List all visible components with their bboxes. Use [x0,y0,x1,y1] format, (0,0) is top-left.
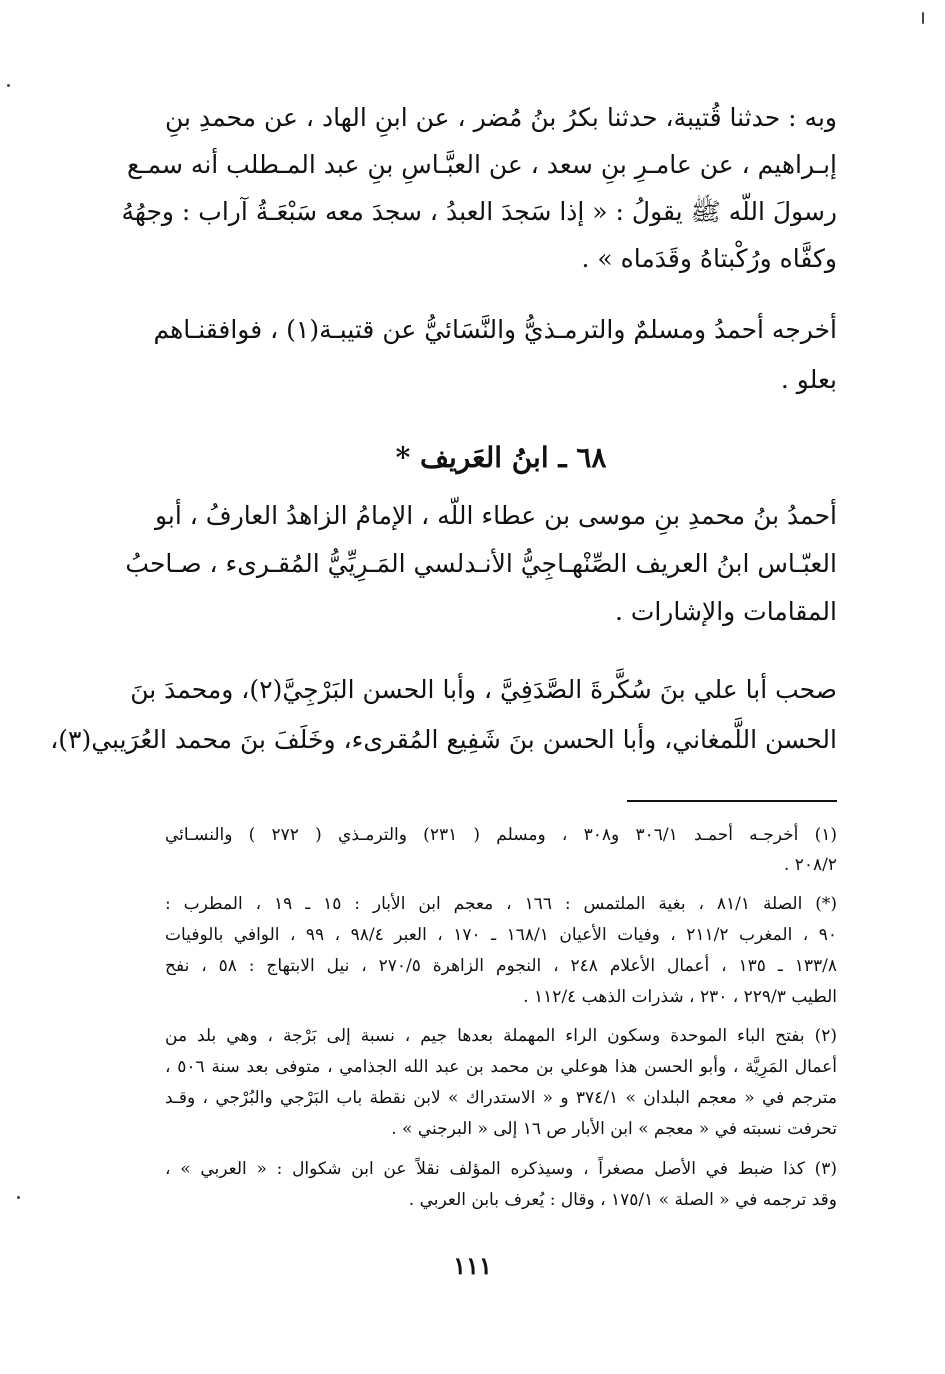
footnote-line: ٩٠ ، المغرب ٢١١/٢ ، وفيات الأعيان ١٦٨/١ ـ ١٧٠ ، العبر ٩٨/٤ ، ٩٩ ، الوافي بالوفيات [165,925,838,945]
footnote-line: (*) الصلة ٨١/١ ، بغية الملتمس : ١٦٦ ، معجم ابن الأبار : ١٥ ـ ١٩ ، المطرب : [165,894,838,914]
footnote-2 [165,1021,837,1145]
footnote-line: وقد ترجمه في « الصلة » ١٧٥/١ ، وقال : يُعرف بابن العربي . [408,1190,837,1210]
body-paragraph-hadith [121,98,837,288]
body-line: بعلو . [780,365,837,394]
page-number: ١١١ [453,1251,492,1280]
body-line: المقامات والإشارات . [614,597,837,626]
footnote-line: (١) أخرجـه أحمـد ٣٠٦/١ و٣٠٨ ، ومسلم ( ٢٣١) والترمـذي ( ٢٧٢ ) والنسـائي [165,825,837,845]
biography-heading: ٦٨ ـ ابنُ العَريف * [395,441,607,474]
scan-speck [17,1196,20,1199]
footnote-line: (٢) بفتح الباء الموحدة وسكون الراء المهملة بعدها جيم ، نسبة إلى بَرْجة ، وهي بلد من [165,1026,837,1046]
body-line: الحسن اللَّمغاني، وأبا الحسن بنَ شَفِيع المُقرىء، وخَلَفَ بنَ محمد العُرَيبي(٣)، [50,725,837,754]
body-line: إبـراهيم ، عن عامـرِ بنِ سعد ، عن العبَّـاسِ بنِ عبد المـطلب أنه سمـع [126,150,837,179]
footnote-sources [165,889,837,1013]
footnote-line: (٣) كذا ضبط في الأصل مصغراً ، وسيذكره المؤلف نقلاً عن ابن شكوال : « العربي » ، [165,1159,837,1179]
body-line: أخرجه أحمدُ ومسلمٌ والترمـذيُّ والنَّسَائيُّ عن قتيبـة(١) ، فوافقنـاهم [153,315,837,344]
body-line: العبّـاس ابنُ العريف الصِّنْهـاجِيُّ الأنـدلسي المَـرِيِّيُّ المُقـرىء ، صـاحبُ [125,549,837,578]
footnote-line: تحرفت نسبته في « معجم » ابن الأبار ص ١٦ إلى « البرجني » . [391,1119,837,1139]
body-line: وبه : حدثنا قُتيبة، حدثنا بكرُ بنُ مُضر ، عن ابنِ الهاد ، عن محمدِ بنِ [165,103,837,132]
scan-speck [7,84,10,87]
body-line: رسولَ اللّه ﷺ يقولُ : « إذا سَجدَ العبدُ ، سجدَ معه سَبْعَـةُ آراب : وجهُهُ [121,197,837,226]
footnote-line: أعمال المَرِيَّة ، وأبو الحسن هذا هوعلي بن محمد بن عبد الله الجذامي ، متوفى بعد سنة ٥٠٦ ، [165,1057,837,1077]
footnote-3 [165,1154,837,1216]
body-line: وكفَّاه ورُكْبتاهُ وقَدَماه » . [581,244,837,273]
footnote-separator [627,800,837,802]
body-line: صحب أبا علي بنَ سُكَّرةَ الصَّدَفِيَّ ، وأبا الحسن البَرْجِيَّ(٢)، ومحمدَ بنَ [130,675,837,704]
footnote-line: الطيب ٢٢٩/٣ ، ٢٣٠ ، شذرات الذهب ١١٢/٤ . [523,987,837,1007]
body-paragraph-teachers [50,670,837,762]
body-paragraph-name [125,496,837,636]
footnote-line: ٢٠٨/٢ . [783,855,837,875]
scan-speck [922,12,924,24]
body-paragraph-takhrij [153,310,837,400]
footnote-line: مترجم في « معجم البلدان » ٣٧٤/١ و « الاستدراك » لابن نقطة باب البَرْجي والبُرْجي ، وقـد [165,1088,837,1108]
body-line: أحمدُ بنُ محمدِ بنِ موسى بن عطاء اللّه ، الإمامُ الزاهدُ العارفُ ، أبو [155,501,837,530]
footnote-1 [165,820,837,880]
footnote-line: ١٣٣/٨ ـ ١٣٥ ، أعمال الأعلام ٢٤٨ ، النجوم الزاهرة ٢٧٠/٥ ، نيل الابتهاج : ٥٨ ، نفح [165,956,837,976]
